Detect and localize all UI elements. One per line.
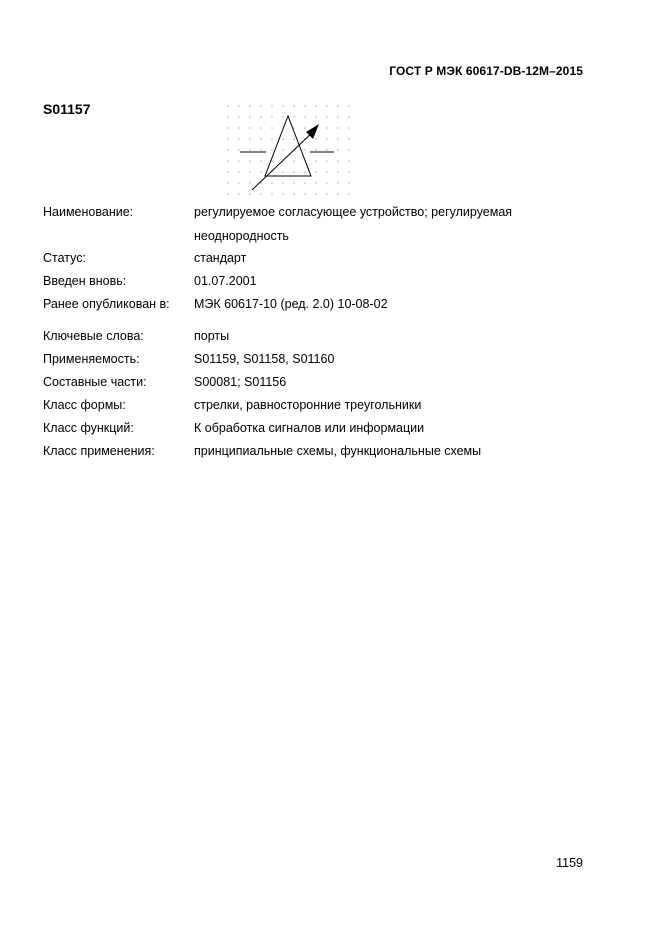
grid-dot — [348, 105, 349, 106]
grid-dot — [271, 138, 272, 139]
grid-dot — [227, 105, 228, 106]
grid-dot — [260, 149, 261, 150]
grid-dot — [293, 171, 294, 172]
grid-dot — [249, 127, 250, 128]
grid-dot — [348, 193, 349, 194]
field-keywords-label: Ключевые слова: — [43, 329, 144, 343]
grid-dot — [282, 182, 283, 183]
grid-dot — [326, 193, 327, 194]
grid-dot — [238, 127, 239, 128]
grid-dot — [337, 160, 338, 161]
grid-dot — [260, 138, 261, 139]
grid-dot — [293, 160, 294, 161]
field-components-value: S00081; S01156 — [194, 375, 287, 389]
grid-dot — [249, 160, 250, 161]
grid-dot — [238, 138, 239, 139]
field-shape-class-value: стрелки, равносторонние треугольники — [194, 398, 422, 412]
grid-dot — [282, 105, 283, 106]
grid-dot — [326, 149, 327, 150]
grid-dot — [260, 116, 261, 117]
grid-dot — [271, 182, 272, 183]
grid-dot — [260, 105, 261, 106]
grid-dot — [238, 193, 239, 194]
grid-dot — [293, 105, 294, 106]
grid-dot — [337, 182, 338, 183]
grid-dot — [348, 138, 349, 139]
grid-dot — [348, 116, 349, 117]
field-previously-published-value: МЭК 60617-10 (ред. 2.0) 10-08-02 — [194, 297, 388, 311]
grid-dot — [304, 149, 305, 150]
grid-dot — [282, 116, 283, 117]
field-name-value-line2: неоднородность — [194, 229, 289, 243]
grid-dot — [282, 193, 283, 194]
document-code: ГОСТ Р МЭК 60617-DB-12M–2015 — [389, 64, 583, 78]
grid-dot — [326, 127, 327, 128]
grid-dot — [249, 182, 250, 183]
grid-dot — [315, 105, 316, 106]
grid-dot — [304, 127, 305, 128]
grid-dot — [238, 149, 239, 150]
field-components-label: Составные части: — [43, 375, 147, 389]
grid-dot — [315, 171, 316, 172]
grid-dot — [304, 116, 305, 117]
field-introduced-label: Введен вновь: — [43, 274, 127, 288]
field-previously-published-label: Ранее опубликован в: — [43, 297, 170, 311]
grid-dot — [238, 160, 239, 161]
grid-dot — [249, 193, 250, 194]
grid-dot — [315, 182, 316, 183]
grid-dot — [293, 193, 294, 194]
grid-dot — [337, 138, 338, 139]
grid-dot — [293, 127, 294, 128]
grid-dot — [326, 116, 327, 117]
grid-dots — [227, 105, 349, 194]
grid-dot — [227, 149, 228, 150]
field-introduced-value: 01.07.2001 — [194, 274, 257, 288]
grid-dot — [315, 149, 316, 150]
grid-dot — [271, 116, 272, 117]
grid-dot — [271, 127, 272, 128]
field-applicability-label: Применяемость: — [43, 352, 140, 366]
grid-dot — [315, 116, 316, 117]
grid-dot — [304, 193, 305, 194]
grid-dot — [348, 182, 349, 183]
grid-dot — [304, 171, 305, 172]
grid-dot — [315, 193, 316, 194]
grid-dot — [249, 105, 250, 106]
grid-dot — [260, 127, 261, 128]
grid-dot — [249, 149, 250, 150]
grid-dot — [337, 171, 338, 172]
grid-dot — [227, 182, 228, 183]
grid-dot — [249, 116, 250, 117]
grid-dot — [337, 193, 338, 194]
grid-dot — [337, 116, 338, 117]
page-number: 1159 — [556, 856, 583, 870]
field-function-class-value: К обработка сигналов или информации — [194, 421, 425, 435]
grid-dot — [227, 138, 228, 139]
field-function-class-label: Класс функций: — [43, 421, 134, 435]
grid-dot — [326, 171, 327, 172]
grid-dot — [271, 160, 272, 161]
grid-dot — [227, 160, 228, 161]
grid-dot — [249, 138, 250, 139]
field-name-label: Наименование: — [43, 205, 134, 219]
grid-dot — [227, 171, 228, 172]
grid-dot — [260, 160, 261, 161]
grid-dot — [260, 193, 261, 194]
grid-dot — [293, 182, 294, 183]
grid-dot — [271, 105, 272, 106]
grid-dot — [326, 105, 327, 106]
grid-dot — [293, 138, 294, 139]
grid-dot — [238, 171, 239, 172]
field-status-label: Статус: — [43, 251, 86, 265]
grid-dot — [337, 105, 338, 106]
grid-dot — [304, 105, 305, 106]
grid-dot — [227, 127, 228, 128]
grid-dot — [227, 116, 228, 117]
grid-dot — [238, 182, 239, 183]
grid-dot — [326, 138, 327, 139]
grid-dot — [249, 171, 250, 172]
grid-dot — [227, 193, 228, 194]
grid-dot — [315, 160, 316, 161]
field-status-value: стандарт — [194, 251, 247, 265]
grid-dot — [271, 193, 272, 194]
grid-dot — [260, 171, 261, 172]
symbol-id: S01157 — [43, 101, 91, 117]
grid-dot — [348, 171, 349, 172]
field-application-class-value: принципиальные схемы, функциональные схемы — [194, 444, 482, 458]
grid-dot — [337, 127, 338, 128]
field-application-class-label: Класс применения: — [43, 444, 155, 458]
grid-dot — [348, 127, 349, 128]
grid-dot — [315, 138, 316, 139]
grid-dot — [282, 138, 283, 139]
grid-dot — [348, 160, 349, 161]
field-keywords-value: порты — [194, 329, 230, 343]
grid-dot — [326, 182, 327, 183]
grid-dot — [326, 160, 327, 161]
grid-dot — [238, 105, 239, 106]
grid-dot — [282, 171, 283, 172]
grid-dot — [348, 149, 349, 150]
field-shape-class-label: Класс формы: — [43, 398, 126, 412]
equilateral-triangle — [265, 116, 311, 176]
grid-dot — [238, 116, 239, 117]
grid-dot — [337, 149, 338, 150]
adjustable-matching-device-symbol-icon — [222, 102, 352, 198]
grid-dot — [293, 116, 294, 117]
field-applicability-value: S01159, S01158, S01160 — [194, 352, 335, 366]
grid-dot — [271, 149, 272, 150]
field-name-value-line1: регулируемое согласующее устройство; регулируемая — [194, 205, 513, 219]
grid-dot — [282, 149, 283, 150]
grid-dot — [260, 182, 261, 183]
grid-dot — [304, 182, 305, 183]
field-name-value — [194, 204, 594, 252]
